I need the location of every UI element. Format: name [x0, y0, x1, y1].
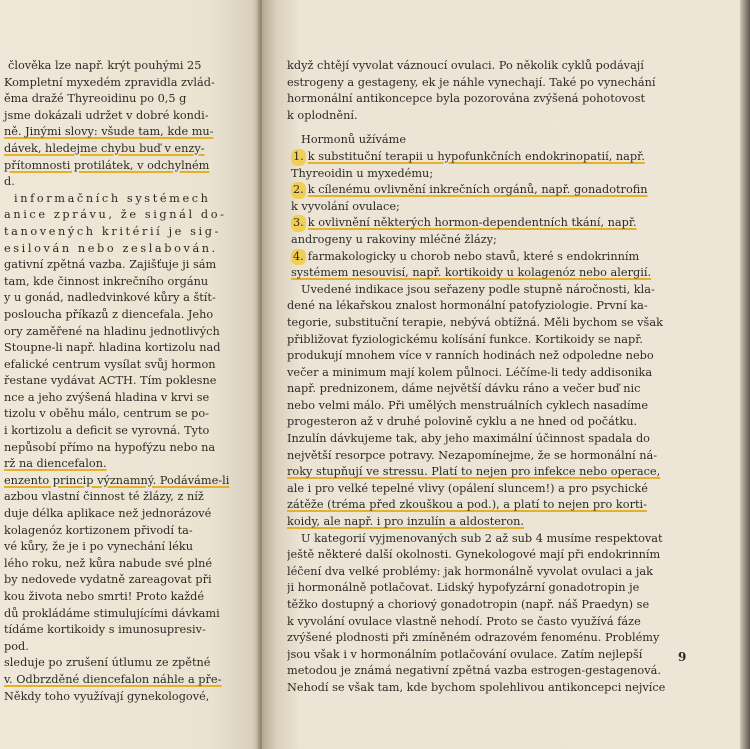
left-page — [0, 0, 262, 749]
paragraph-line: Inzulín dávkujeme tak, aby jeho maximální účinnost spadala do — [287, 432, 650, 446]
text-line: Kompletní myxedém zpravidla zvlád- — [4, 75, 215, 89]
paragraph-line: produkují mnohem více v ranních hodinách než odpoledne nebo — [287, 349, 654, 363]
right-page — [262, 0, 740, 749]
text-line: kolagenóz kortizonem přivodí ta- — [4, 523, 193, 537]
list-item-continuation: k vyvolání ovulace; — [291, 199, 400, 213]
text-line: duje délka aplikace než jednorázové — [4, 507, 212, 521]
text-line: tanovených kritérií je sig- — [4, 224, 222, 238]
paragraph-line: zvýšené plodnosti při zmíněném odrazovém fenoménu. Problémy — [287, 631, 660, 645]
paragraph-line: přibližovat fyziologickému kolísání funkce. Kortikoidy se např. — [287, 332, 644, 346]
paragraph-line: např. prednizonem, dáme největší dávku ráno a večer buď nic — [287, 382, 641, 396]
text-line: jsme dokázali udržet v dobré kondi- — [4, 108, 209, 122]
paragraph-line: ještě některé další okolnosti. Gynekologové mají při endokrinním — [287, 548, 661, 562]
paragraph-line: dené na lékařskou znalost hormonální patofyziologie. První ka- — [287, 299, 648, 313]
text-line-highlighted: rž na diencefalon. — [4, 457, 107, 471]
text-line: by nedovede vydatně zareagovat při — [4, 573, 212, 587]
text-line: ory zaměřené na hladinu jednotlivých — [4, 324, 220, 338]
text-line: k oplodnění. — [287, 108, 358, 122]
text-line: tídáme kortikoidy s imunosupresiv- — [4, 623, 206, 637]
paragraph-line-highlighted: koidy, ale např. i pro inzulín a aldosteron. — [287, 515, 524, 529]
list-item — [287, 149, 689, 166]
section-heading: Hormonů užíváme — [301, 133, 407, 147]
text-line: sleduje po zrušení útlumu ze zpětné — [4, 656, 211, 670]
text-line: hormonální antikoncepce byla pozorována zvýšená pohotovost — [287, 92, 646, 106]
text-line: Někdy toho využívají gynekologové, — [4, 689, 210, 703]
text-line: lého roku, než kůra nabude své plné — [4, 556, 213, 570]
right-page-text — [287, 58, 689, 697]
list-item — [287, 249, 689, 266]
text-line: Stoupne-li např. hladina kortizolu nad — [4, 341, 221, 355]
text-line: dů prokládáme stimulujícími dávkami — [4, 606, 220, 620]
list-item-continuation: androgeny u rakoviny mléčné žlázy; — [291, 232, 497, 246]
text-line: tizolu v oběhu málo, centrum se po- — [4, 407, 209, 421]
paragraph-line: ale i pro velké tepelné vlivy (opálení sluncem!) a pro psychické — [287, 481, 648, 495]
text-line-highlighted: přítomnosti protilátek, v odchylném — [4, 158, 210, 172]
list-item-continuation: systémem nesouvisí, např. kortikoidy u kolagenóz nebo alergií. — [291, 266, 652, 280]
page-edge — [740, 0, 750, 749]
text-line: d. — [4, 175, 15, 189]
text-line: anice zprávu, že signál do- — [4, 208, 227, 222]
paragraph-line: ji hormonálně potlačovat. Lidský hypofyzární gonadotropin je — [287, 581, 640, 595]
text-line-highlighted: dávek, hledejme chybu buď v enzy- — [4, 141, 205, 155]
text-line: informačních systémech — [14, 191, 211, 205]
text-line: efalické centrum vysílat svůj hormon — [4, 357, 216, 371]
list-item-text: k ovlivnění některých hormon-dependentních tkání, např. — [307, 216, 637, 230]
left-page-text — [0, 58, 236, 705]
paragraph-line: k vyvolání ovulace vlastně nehodí. Proto se často využívá fáze — [287, 614, 641, 628]
paragraph-line: tegorie, substituční terapie, nebývá obtížná. Měli bychom se však — [287, 315, 663, 329]
page-number: 9 — [678, 650, 687, 664]
paragraph-line: největší resorpce potravy. Nezapomínejme, že se hormonální ná- — [287, 448, 658, 462]
list-number: 3. — [291, 215, 306, 232]
text-line: y u gonád, nadledvinkové kůry a štít- — [4, 291, 216, 305]
list-item — [287, 215, 689, 232]
text-line: kou života nebo smrti! Proto každé — [4, 590, 205, 603]
list-item-continuation: Thyreoidin u myxedému; — [291, 166, 434, 180]
list-item-text: farmakologicky u chorob nebo stavů, které s endokrinním — [307, 249, 640, 263]
text-line: tam, kde činnost inkrečního orgánu — [4, 274, 209, 288]
paragraph-line: léčení dva velké problémy: jak hormonálně vyvolat ovulaci a jak — [287, 564, 654, 578]
list-item-text: k cílenému ovlivnění inkrečních orgánů, např. gonadotrofin — [307, 183, 648, 197]
text-line: nce a jeho zvýšená hladina v krvi se — [4, 390, 210, 404]
text-line: i kortizolu a deficit se vyrovná. Tyto — [4, 424, 210, 438]
paragraph-line: progesteron až v druhé polovině cyklu a ne hned od počátku. — [287, 415, 638, 429]
list-item-text: k substituční terapii u hypofunkčních endokrinopatií, např. — [307, 149, 645, 163]
list-number: 1. — [291, 149, 306, 166]
text-line: nepůsobí přímo na hypofýzu nebo na — [4, 440, 216, 454]
text-line: pod. — [4, 639, 29, 653]
paragraph-line: jsou však i v hormonálním potlačování ovulace. Zatím nejlepší — [287, 647, 643, 661]
list-number: 4. — [291, 249, 306, 266]
text-line: vé kůry, že je i po vynechání léku — [4, 540, 194, 554]
text-line: esilován nebo zeslabován. — [4, 241, 218, 255]
text-line-highlighted: v. Odbrzděné diencefalon náhle a pře- — [4, 672, 222, 686]
paragraph-line: těžko dostupný a choriový gonadotropin (např. náš Praedyn) se — [287, 598, 650, 611]
paragraph-line: U kategorií vyjmenovaných sub 2 až sub 4 musíme respektovat — [301, 531, 663, 545]
text-line-highlighted: enzento princip významný. Podáváme-li — [4, 473, 230, 487]
text-line: ěma dražé Thyreoidinu po 0,5 g — [4, 92, 187, 106]
text-line: azbou vlastní činnost té žlázy, z níž — [4, 490, 204, 504]
list-number: 2. — [291, 182, 306, 199]
paragraph-line: večer a minimum mají kolem půlnoci. Léčíme-li tedy addisonika — [287, 365, 653, 379]
paragraph-line: Uvedené indikace jsou seřazeny podle stupně náročnosti, kla- — [301, 282, 655, 296]
text-line: člověka lze např. krýt pouhými 25 — [8, 59, 202, 72]
paragraph-line: Nehodí se však tam, kde bychom spolehlivou antikoncepci nejvíce — [287, 680, 666, 694]
list-item — [287, 182, 689, 199]
text-line: estrogeny a gestageny, ek je náhle vynechají. Také po vynechání — [287, 75, 656, 89]
text-line: když chtějí vyvolat váznoucí ovulaci. Po několik cyklů podávají — [287, 59, 644, 72]
paragraph-line: nebo velmi málo. Při umělých menstruálních cyklech nasadíme — [287, 398, 649, 412]
text-line: gativní zpětná vazba. Zajišťuje ji sám — [4, 258, 217, 272]
text-line-highlighted: ně. Jinými slovy: všude tam, kde mu- — [4, 125, 214, 139]
text-line: posloucha příkazů z diencefala. Jeho — [4, 307, 214, 321]
text-line: řestane vydávat ACTH. Tím poklesne — [4, 374, 217, 388]
paragraph-line-highlighted: zátěže (tréma před zkouškou a pod.), a platí to nejen pro korti- — [287, 498, 647, 512]
paragraph-line: metodou je známá negativní zpětná vazba estrogen-gestagenová. — [287, 664, 661, 678]
paragraph-line-highlighted: roky stupňují ve stressu. Platí to nejen pro infekce nebo operace, — [287, 465, 661, 479]
